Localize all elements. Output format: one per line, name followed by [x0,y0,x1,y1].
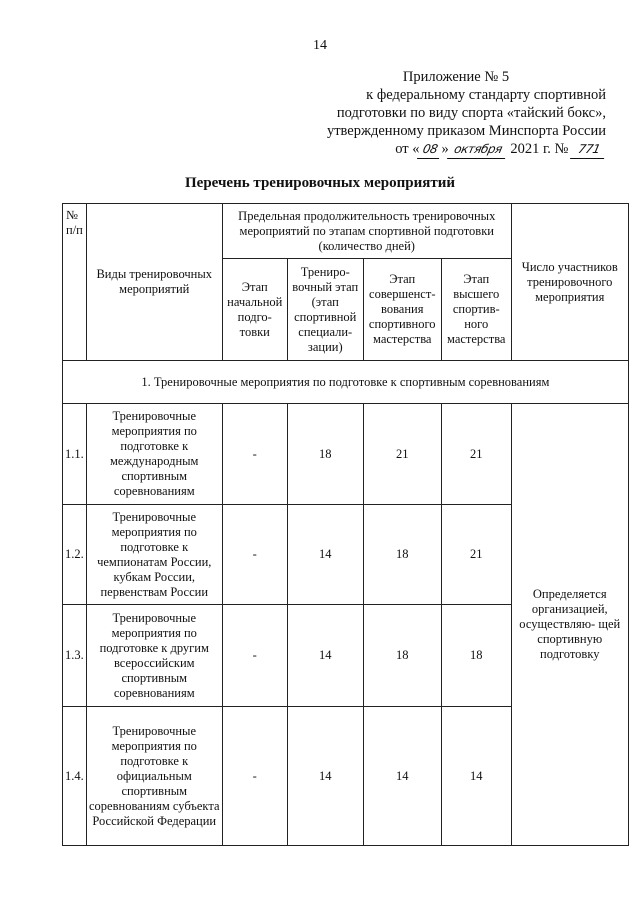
header-row-1 [63,204,629,259]
appendix-line-2: к федеральному стандарту спортивной [366,87,606,103]
appendix-line-5 [276,140,606,159]
row-stage-training: 14 [287,707,363,846]
row-stage-higher: 18 [441,605,511,707]
header-stage-training: Трениро- вочный этап (этап спортивной специали- зации) [287,259,363,361]
header-stage-initial: Этап начальной подго- товки [222,259,287,361]
date-mid: » [441,141,449,157]
row-name: Тренировочные мероприятия по подготовке к другим всероссийским спортивным соревнованиям [86,605,222,707]
training-events-table [62,203,629,846]
date-year: 2021 г. № [510,141,569,157]
section-row [63,361,629,404]
appendix-line-1: Приложение № 5 [402,69,510,85]
header-types: Виды тренировочных мероприятий [86,204,222,361]
row-stage-training: 18 [287,404,363,505]
row-stage-improvement: 21 [363,404,441,505]
appendix-header [276,68,606,159]
header-stage-higher: Этап высшего спортив- ного мастерства [441,259,511,361]
row-stage-initial: - [222,605,287,707]
date-prefix: от « [395,141,420,157]
row-stage-initial: - [222,505,287,605]
appendix-line-4: утвержденному приказом Минспорта России [326,123,606,139]
row-stage-higher: 21 [441,505,511,605]
row-stage-improvement: 18 [363,505,441,605]
row-stage-training: 14 [287,605,363,707]
row-number: 1.2. [63,505,87,605]
row-stage-initial: - [222,707,287,846]
row-name: Тренировочные мероприятия по подготовке к чемпионатам России, кубкам России, первенствам России [86,505,222,605]
row-stage-training: 14 [287,505,363,605]
row-name: Тренировочные мероприятия по подготовке к международным спортивным соревнованиям [86,404,222,505]
row-stage-higher: 14 [441,707,511,846]
header-duration-group: Предельная продолжительность тренировочных мероприятий по этапам спортивной подготовки (количество дней) [222,204,511,259]
row-stage-improvement: 18 [363,605,441,707]
row-name: Тренировочные мероприятия по подготовке к официальным спортивным соревнованиям субъекта Российской Федерации [86,707,222,846]
header-participants: Число участников тренировочного мероприятия [511,204,628,361]
handwritten-order-number: 771 [570,140,608,159]
handwritten-day: 08 [417,140,443,159]
page-number: 14 [313,38,327,53]
header-num: № п/п [63,204,87,361]
section-title: 1. Тренировочные мероприятия по подготовке к спортивным соревнованиям [63,361,629,404]
handwritten-month: октября [447,140,509,159]
row-stage-higher: 21 [441,404,511,505]
appendix-line-3: подготовки по виду спорта «тайский бокс», [336,105,606,121]
row-number: 1.4. [63,707,87,846]
document-title: Перечень тренировочных мероприятий [185,175,455,191]
row-stage-initial: - [222,404,287,505]
row-number: 1.3. [63,605,87,707]
row-number: 1.1. [63,404,87,505]
table-row [63,404,629,505]
participants-value: Определяется организацией, осуществляю- щей спортивную подготовку [511,404,628,846]
row-stage-improvement: 14 [363,707,441,846]
header-stage-improvement: Этап совершенст- вования спортивного мастерства [363,259,441,361]
